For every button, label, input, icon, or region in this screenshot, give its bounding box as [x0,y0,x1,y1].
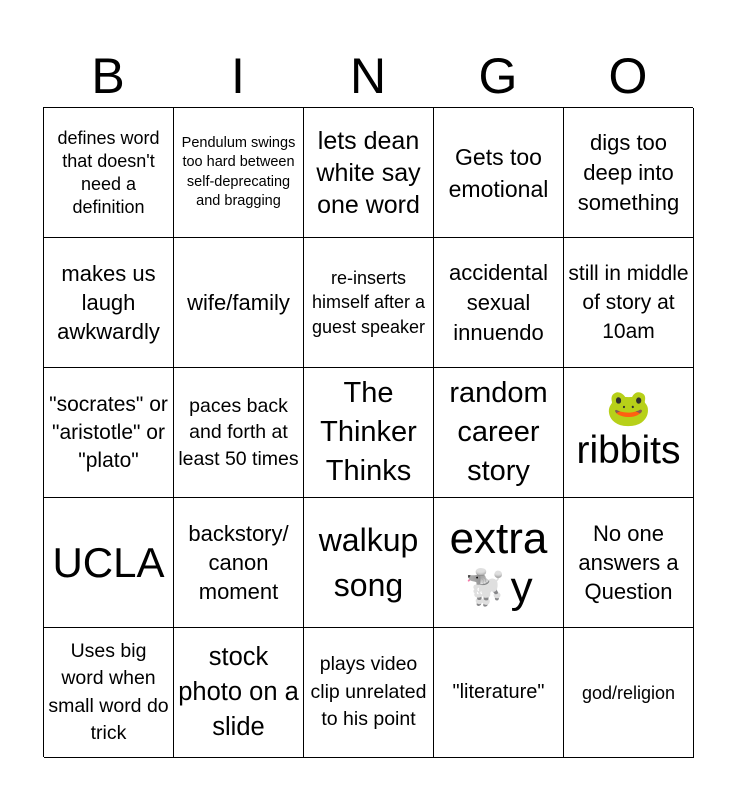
bingo-cell[interactable] [434,368,564,498]
bingo-cell[interactable] [44,498,174,628]
cell-text: walkup song [318,521,419,603]
header-letter-g: G [478,48,518,104]
bingo-cell[interactable] [174,498,304,628]
cell-text: makes us laugh awkwardly [57,261,160,344]
bingo-header [43,44,693,108]
cell-text: defines word that doesn't need a definition [57,127,160,217]
cell-text: ribbits [576,428,681,472]
bingo-cell[interactable] [174,628,304,758]
poodle-icon: 🐩 [464,567,507,608]
cell-text: wife/family [187,290,290,315]
bingo-grid [43,107,693,757]
cell-text: random career story [449,377,548,487]
bingo-cell[interactable] [304,108,434,238]
cell-text: lets dean white say one word [316,126,421,219]
bingo-cell[interactable] [434,628,564,758]
bingo-cell[interactable] [44,108,174,238]
frog-icon: 🐸 [606,387,651,429]
cell-text: accidental sexual innuendo [448,259,549,345]
bingo-cell[interactable] [304,628,434,758]
bingo-cell[interactable] [44,628,174,758]
cell-text: plays video clip unrelated to his point [310,653,427,731]
bingo-cell[interactable] [564,368,694,498]
header-letter-n: N [349,48,387,104]
bingo-cell[interactable] [44,368,174,498]
cell-text: "socrates" or "aristotle" or "plato" [49,392,168,472]
cell-text: The Thinker Thinks [320,377,417,487]
cell-text: Uses big word when small word do trick [48,639,169,744]
bingo-cell[interactable] [564,238,694,368]
cell-text: god/religion [581,682,676,703]
bingo-cell[interactable] [174,238,304,368]
bingo-cell[interactable] [174,108,304,238]
cell-text: Pendulum swings too hard between self-deprecating and bragging [181,134,296,209]
cell-text: re-inserts himself after a guest speaker [311,267,426,337]
cell-text: extra [449,513,548,563]
cell-text: paces back and forth at least 50 times [178,394,299,470]
bingo-cell[interactable] [304,238,434,368]
cell-text-suffix: y [510,562,533,612]
bingo-cell[interactable] [304,368,434,498]
bingo-cell[interactable] [564,108,694,238]
cell-text: stock photo on a slide [178,643,299,741]
bingo-cell[interactable] [434,108,564,238]
cell-text: digs too deep into something [577,129,680,215]
bingo-cell[interactable] [44,238,174,368]
header-letter-i: I [231,48,245,104]
bingo-cell[interactable] [564,498,694,628]
cell-text: "literature" [452,681,545,703]
bingo-cell[interactable] [434,238,564,368]
cell-text: backstory/ canon moment [188,521,289,604]
header-letter-o: O [608,48,648,104]
bingo-cell[interactable] [174,368,304,498]
bingo-cell[interactable] [434,498,564,628]
cell-text: No one answers a Question [578,521,679,604]
bingo-cell[interactable] [304,498,434,628]
cell-text: still in middle of story at 10am [568,262,689,343]
header-letter-b: B [91,48,125,104]
bingo-cell[interactable] [564,628,694,758]
cell-text: Gets too emotional [448,143,549,202]
cell-text: UCLA [52,538,165,586]
